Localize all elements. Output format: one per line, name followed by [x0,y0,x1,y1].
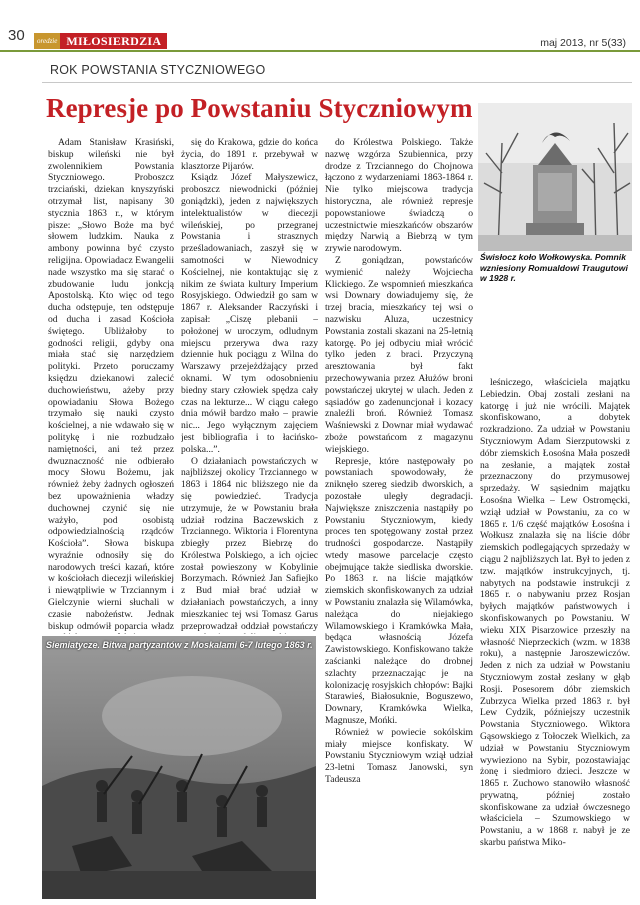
paragraph: Również w powiecie sokólskim miały miejsce konfiskaty. W Powstaniu Styczniowym wziął udział 23-letni Tomasz Janowski, syn Tadeusza [325,726,473,786]
paragraph: Z goniądzan, powstańców wymienić należy Wojciecha Klickiego. Ze wspomnień mieszkańca wsi Downary dowiadujemy się, że trzej bracia, mieszkańcy tej wsi o nazwisku Aluza, uczestnicy Powstania zostali skazani na 25-letnią katorgę. Po jej odbyciu miał wrócić tylko jeden z braci. Przyczyną aresztowania był fakt przechowywania przez Ałużów broni powstańczej ukrytej w ulach. Jeden z sąsiadów go zadenuncjonał i kozacy znaleźli broń. Również Tomasz Waśniewski z Downar miał wydawać zboże powstańcom z magazynu wiejskiego. [325,254,473,455]
paragraph: Represje, które następowały po powstaniach spowodowały, że zniknęło szereg siedzib dworskich, a pozostałe uległy degradacji. Największe zniszczenia nastąpiły po Powstaniu Styczniowym, kiedy proces ten spotęgowany został przez trudności gospodarcze. Nastąpiły wtedy masowe parcelacje często obejmujące także siedliska dworskie. Po 1863 r. na liście majątków ziemskich skonfiskowanych za udział w Powstaniu znalazła się Wilamówka, należąca do niejakiego Wilamowskiego i Kramkówka Mała, będąca własnością Józefa Zawistowskiego. Konfiskowano także zaścianki należące do drobnej szlachty przeznaczając je na kolonizację rosyjskich chłopów: Bajki Starawieś, Białosuknie, Boguszewo, Downary, Kramkówka Wielka, Magnusze, Mońki. [325,455,473,727]
section-title: ROK POWSTANIA STYCZNIOWEGO [50,63,266,77]
paragraph: do Królestwa Polskiego. Także nazwę wzgórza Szubiennica, przy drodze z Trzciannego do Chojnowa łączono z wydarzeniami 1863-1864 r. Nie tylko miejscowa tradycja historyczna, ale również represje popowstaniowe świadczą o uczestnictwie mieszkańców obszarów między Narwią a Biebrzą w tym zrywie narodowym. [325,137,473,255]
paragraph: O działaniach powstańczych w najbliższej okolicy Trzciannego w 1863 i 1864 nic bliższego nie da się powiedzieć. Tradycja utrzymuje, że w Powstaniu brała udział rodzina Baczewskich z Trzciannego. Wiktoria i Florentyna zbiegły przez Biebrzę do Królestwa Polskiego, a ich ojciec został powieszony w Kobylinie Borzymach. Również Jan Safiejko z Bud miał brać udział w działaniach powstańczych, a inny mieszkaniec tej wsi Tomasz Garus przeprowadzał oddział powstańczy [181,455,318,632]
battle-painting [42,636,316,899]
text-column-3 [325,137,473,901]
monument-illustration [478,103,632,251]
battle-illustration [42,636,316,899]
paragraph: Ksiądz Józef Małyszewicz, proboszcz niewodnicki (później goniądzki), jeden z największych intelektualistów w diecezji wileńskiej, po przegranej Powstania i strasznych prześladowaniach, zaszył się w samotności w Niewodnicy Kościelnej, nie kontaktując się z nikim ze świata kultury Imperium Rosyjskiego. Odwiedził go sam w 1867 r. Aleksander Raczyński i zapisał: „Ciszę plebanii – położonej w uroczym, odludnym miejscu przerywa dwa razy dziennie huk pociągu z Wilna do Warszawy przejeżdżający przed oknami. W tym odosobnieniu biedny stary człowiek spędza cały czas na lekturze... W ciągu całego dnia mówił bardzo mało – prawie nic... Jego wyłącznym zajęciem jest bibliografia i to łacińsko-polska...”. [181,172,318,455]
magazine-logo [34,33,167,49]
logo-text: MIŁOSIERDZIA [60,33,167,49]
monument-photo [478,103,632,251]
article-title: Represje po Powstaniu Styczniowym [46,93,473,123]
header-rule [0,50,640,52]
section-divider [42,82,632,83]
issue-info: maj 2013, nr 5(33) [540,37,626,49]
page-number: 30 [8,27,25,44]
paragraph: się do Krakowa, gdzie do końca życia, do 1891 r. przebywał w klasztorze Pijarów. [181,137,318,172]
text-column-2 [181,137,318,634]
text-column-4 [480,377,630,901]
paragraph: Adam Stanisław Krasiński, biskup wileński nie był zwolennikiem Powstania Styczniowego. Proboszcz trzciański, dziekan knyszyński otrzymał list, napisany 30 stycznia 1863 r., w którym pisze: „Słowo Boże ma być słowem ludzkim. Nauka z ambony powinna być czysto religijna. Opowiadacz Ewangelii nade wszystko ma się starać o zbudowanie ludu jonkcją Apostolską. Kto więc od tego ducha odstępuje, ten odstępuje od ducha i zasad Kościoła świętego. Ubliżałoby to godności religii, gdyby ona miała stać się narzędziem polityki. Przeto poruczamy księdzu dziekanowi zalecić duchowieństwu, ażeby przy opowiadaniu Słowa Bożego trzymało się nauki czysto kościelnej, a nie wdawało się w politykę i nie rozbudzało namiętności, ani też przez dwuznaczność nie odbierało mocy Słowu Bożemu, jak również żeby żadnych ogłoszeń bez upoważnienia władzy duchownej czynić się nie ważyło, pod osobistą odpowiedzialnością rządców Kościoła”. Słowa biskupa wyraźnie odnosiły się do narodowych treści kazań, które w kościołach diecezji wileńskiej i niewątpliwie w Trzciannym i Gielczynie wierni słuchali w czasie nabożeństw. Jednak biskup odmówił poparcia władz [48,137,174,632]
battle-caption: Siemiatycze. Bitwa partyzantów z Moskalami 6-7 lutego 1863 r. [46,640,313,650]
paragraph: leśniczego, właściciela majątku Lebiedzin. Obaj zostali zesłani na katorgę i już nie wrócili. Majątek skonfiskowano, a dobytek rozkradziono. Za udział w Powstaniu Styczniowym Adam Sierzputowski z dóbr ziemskich Łosośna Mała poszedł na zesłanie, a majątek został przeznaczony do przymusowej sprzedaży. W sąsiednim majątku Łosośna Wielka – Lew Ostromęcki, wziął udział w Powstaniu, za co w 1865 r. 1/6 część majątków Łosośna i Wołkusz znalazła się na liście dóbr ziemskich podlegających sprzedaży w ciągu 2 najbliższych lat. Był to jeden z tzw. majątków instrukcyjnych, tj. nabytych na podstawie instrukcji z 1865 r. o nabywaniu przez Rosjan byłych majątków państwowych i skonfiskowanych po Powstaniu. W wieku XIX Pisarzowice przeszły na własność Nieprzeckich (wzm. w 1838 roku), a następnie Jaroszewiczów. Jeden z nich za udział w Powstaniu Styczniowym został zesłany w głąb Rosji. Posesorem dóbr ziemskich Zubrzyca Wielka przed 1863 r. był Lew Cydzik, późniejszy uczestnik Powstania Styczniowego. Wiktora Gąsowskiego z Tołoczek Wielkich, za udział w Powstaniu Styczniowym wywieziono na Sybir, pozostawiając żonę i siedmioro dzieci. Jeszcze w 1865 r. Zuchowo stanowiło własność prywatną, później zostało skonfiskowane za udział ówczesnego właściciela – Szumowskiego w Powstaniu, a w 1868 r. nabył je ze skarbu państwa Miko- [480,377,630,849]
logo-prefix: oredzie [34,33,60,49]
text-column-1 [48,137,174,634]
monument-caption: Świsłocz koło Wołkowyska. Pomnik wzniesiony Romualdowi Traugutowi w 1928 r. [480,252,628,284]
